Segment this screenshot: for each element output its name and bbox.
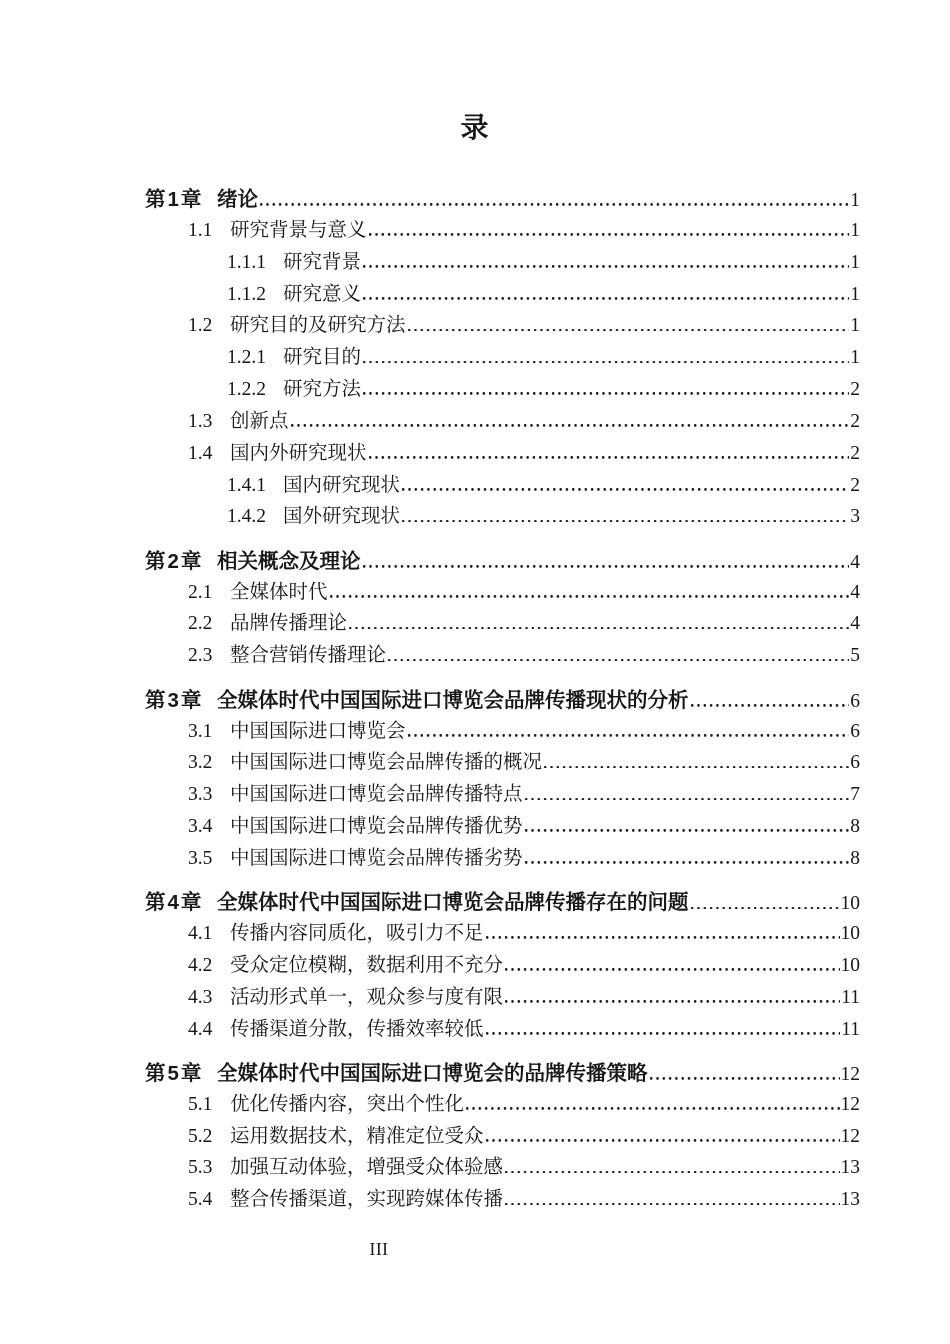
- toc-dot-leader: [349, 626, 849, 629]
- toc-entry: [145, 1056, 860, 1088]
- toc-entry-number: 第1章: [145, 188, 204, 211]
- toc-entry-page: 13: [840, 1189, 860, 1211]
- toc-entry-page: 1: [850, 315, 860, 337]
- toc-dot-leader: [525, 797, 850, 800]
- toc-entry: [145, 949, 860, 981]
- toc-entry-page: 2: [850, 474, 860, 496]
- toc-entry: [145, 214, 860, 246]
- toc-entry-label: 受众定位模糊，数据利用不充分: [230, 954, 504, 976]
- toc-dot-leader: [408, 734, 850, 737]
- toc-entry-page: 8: [850, 847, 860, 869]
- toc-entry-page: 1: [850, 283, 860, 305]
- toc-entry: [145, 437, 860, 469]
- toc-entry-number: 4.4: [188, 1018, 213, 1040]
- toc-entry: [145, 885, 860, 917]
- toc-entry-label: 研究方法: [283, 379, 362, 401]
- toc-entry-number: 5.4: [188, 1189, 213, 1211]
- toc-entry: [145, 182, 860, 214]
- toc-entry: [145, 842, 860, 874]
- toc-entry-label: 活动形式单一，观众参与度有限: [230, 986, 504, 1008]
- toc-entry: [145, 246, 860, 278]
- toc-entry-page: 12: [840, 1093, 860, 1115]
- toc-dot-leader: [525, 861, 850, 864]
- toc-entry-label: 研究目的: [283, 347, 362, 369]
- toc-entry-page: 4: [850, 613, 860, 635]
- toc-entry-number: 1.4.1: [227, 474, 266, 496]
- toc-entry-label: 中国国际进口博览会品牌传播优势: [230, 816, 523, 838]
- toc-entry-page: 10: [840, 954, 860, 976]
- toc-entry-page: 2: [850, 410, 860, 432]
- toc-dot-leader: [486, 1139, 840, 1142]
- toc-dot-leader: [363, 360, 849, 363]
- toc-entry-number: 5.2: [188, 1125, 213, 1147]
- toc-entry-number: 5.3: [188, 1157, 213, 1179]
- toc-entry-label: 国内研究现状: [283, 474, 401, 496]
- toc-dot-leader: [691, 906, 840, 909]
- toc-entry-page: 6: [850, 720, 860, 742]
- toc-entry-number: 1.4.2: [227, 506, 266, 528]
- toc-dot-leader: [544, 765, 849, 768]
- toc-entry-number: 1.2.1: [227, 347, 266, 369]
- toc-entry-label: 全媒体时代中国国际进口博览会的品牌传播策略: [217, 1061, 648, 1085]
- toc-entry: [145, 778, 860, 810]
- toc-entry-label: 国内外研究现状: [230, 442, 367, 464]
- toc-entry-page: 4: [850, 581, 860, 603]
- toc-dot-leader: [505, 1202, 839, 1205]
- toc-entry-number: 1.4: [188, 442, 213, 464]
- toc-entry-label: 全媒体时代中国国际进口博览会品牌传播现状的分析: [217, 688, 689, 712]
- toc-dot-leader: [525, 829, 850, 832]
- toc-dot-leader: [369, 233, 850, 236]
- toc-dot-leader: [505, 1170, 839, 1173]
- toc-dot-leader: [650, 1077, 840, 1080]
- toc-entry-label: 全媒体时代中国国际进口博览会品牌传播存在的问题: [217, 891, 689, 915]
- toc-dot-leader: [363, 392, 849, 395]
- toc-entry-label: 创新点: [230, 410, 289, 432]
- toc-entry-number: 1.2: [188, 315, 213, 337]
- toc-entry-label: 传播渠道分散，传播效率较低: [230, 1018, 484, 1040]
- toc-entry-number: 第2章: [145, 549, 204, 573]
- toc-entry-label: 全媒体时代: [230, 581, 328, 603]
- toc-entry: [145, 544, 860, 576]
- toc-entry-number: 2.1: [188, 581, 213, 603]
- toc-entry-label: 中国国际进口博览会: [230, 720, 406, 742]
- toc-entry-label: 研究背景与意义: [230, 219, 367, 241]
- toc-entry-page: 11: [841, 1018, 860, 1040]
- toc-entry-page: 12: [840, 1063, 860, 1085]
- toc-entry-page: 5: [850, 645, 860, 667]
- toc-entry-label: 整合传播渠道，实现跨媒体传播: [230, 1189, 504, 1211]
- toc-entry-label: 传播内容同质化，吸引力不足: [230, 923, 484, 945]
- toc-entry-number: 4.1: [188, 923, 213, 945]
- toc-entry-number: 3.1: [188, 720, 213, 742]
- toc-entry-page: 6: [850, 690, 860, 712]
- toc-entry-number: 1.1: [188, 219, 213, 241]
- toc-dot-leader: [363, 297, 849, 300]
- toc-entry-page: 1: [850, 190, 860, 211]
- toc-entry-page: 3: [850, 506, 860, 528]
- toc-entry-label: 相关概念及理论: [217, 549, 361, 573]
- toc-entry-label: 中国国际进口博览会品牌传播特点: [230, 784, 523, 806]
- toc-entry-page: 2: [850, 442, 860, 464]
- toc-entry-number: 4.2: [188, 954, 213, 976]
- toc-dot-leader: [505, 1000, 840, 1003]
- toc-dot-leader: [363, 565, 850, 568]
- toc-entry-number: 3.3: [188, 784, 213, 806]
- toc-entry-page: 7: [850, 784, 860, 806]
- toc-dot-leader: [291, 424, 850, 427]
- footer-page-number: III: [369, 1239, 389, 1259]
- toc-entry: [145, 576, 860, 608]
- toc-entry-page: 8: [850, 816, 860, 838]
- toc-entry-label: 中国国际进口博览会品牌传播的概况: [230, 752, 543, 774]
- toc-entry: [145, 607, 860, 639]
- toc-entry-number: 1.1.2: [227, 283, 266, 305]
- toc-entry-number: 4.3: [188, 986, 213, 1008]
- toc-entry: [145, 1120, 860, 1152]
- toc-list: [145, 182, 860, 1215]
- toc-entry: [145, 469, 860, 501]
- toc-entry-page: 4: [850, 551, 860, 573]
- toc-entry-page: 12: [840, 1125, 860, 1147]
- toc-dot-leader: [260, 203, 849, 206]
- toc-dot-leader: [388, 658, 849, 661]
- toc-entry-page: 6: [850, 752, 860, 774]
- toc-dot-leader: [402, 519, 849, 522]
- toc-entry-label: 研究目的及研究方法: [230, 315, 406, 337]
- toc-dot-leader: [466, 1107, 839, 1110]
- toc-entry: [145, 278, 860, 310]
- toc-entry-page: 10: [840, 893, 860, 915]
- toc-entry-label: 运用数据技术，精准定位受众: [230, 1125, 484, 1147]
- toc-entry: [145, 1088, 860, 1120]
- toc-entry: [145, 639, 860, 671]
- toc-entry: [145, 715, 860, 747]
- page-title: 录: [460, 113, 490, 144]
- toc-entry: [145, 341, 860, 373]
- toc-entry: [145, 309, 860, 341]
- toc-entry-page: 1: [850, 251, 860, 273]
- toc-dot-leader: [402, 488, 849, 491]
- toc-entry-number: 2.2: [188, 613, 213, 635]
- toc-entry-label: 优化传播内容，突出个性化: [230, 1093, 465, 1115]
- toc-entry-number: 2.3: [188, 645, 213, 667]
- toc-entry-label: 研究意义: [283, 283, 362, 305]
- toc-entry-page: 13: [840, 1157, 860, 1179]
- toc-dot-leader: [486, 936, 840, 939]
- toc-entry: [145, 810, 860, 842]
- toc-dot-leader: [369, 456, 850, 459]
- toc-entry: [145, 683, 860, 715]
- toc-entry-page: 10: [840, 923, 860, 945]
- toc-entry: [145, 1013, 860, 1045]
- toc-dot-leader: [691, 704, 850, 707]
- toc-entry: [145, 917, 860, 949]
- toc-entry-number: 1.1.1: [227, 251, 266, 273]
- toc-entry-number: 第3章: [145, 688, 204, 712]
- toc-entry-label: 加强互动体验，增强受众体验感: [230, 1157, 504, 1179]
- toc-entry-number: 第5章: [145, 1061, 204, 1085]
- toc-entry: [145, 500, 860, 532]
- toc-entry-label: 研究背景: [283, 251, 362, 273]
- toc-entry: [145, 405, 860, 437]
- toc-entry-page: 1: [850, 347, 860, 369]
- toc-entry-page: 11: [841, 986, 860, 1008]
- toc-entry-number: 第4章: [145, 891, 204, 915]
- toc-entry: [145, 373, 860, 405]
- toc-entry: [145, 1151, 860, 1183]
- toc-dot-leader: [330, 595, 850, 598]
- toc-entry-label: 国外研究现状: [283, 506, 401, 528]
- toc-entry: [145, 746, 860, 778]
- toc-entry-number: 3.2: [188, 752, 213, 774]
- toc-entry-page: 1: [850, 219, 860, 241]
- toc-dot-leader: [363, 265, 849, 268]
- toc-entry-number: 3.5: [188, 847, 213, 869]
- toc-entry-number: 1.3: [188, 410, 213, 432]
- toc-entry: [145, 1183, 860, 1215]
- toc-entry-number: 1.2.2: [227, 379, 266, 401]
- toc-entry-label: 中国国际进口博览会品牌传播劣势: [230, 847, 523, 869]
- toc-entry-label: 整合营销传播理论: [230, 645, 387, 667]
- toc-dot-leader: [486, 1032, 841, 1035]
- toc-entry-label: 品牌传播理论: [230, 613, 348, 635]
- toc-entry-label: 绪论: [217, 188, 258, 211]
- toc-entry-number: 5.1: [188, 1093, 213, 1115]
- toc-entry: [145, 981, 860, 1013]
- toc-dot-leader: [505, 968, 839, 971]
- toc-entry-page: 2: [850, 379, 860, 401]
- toc-dot-leader: [408, 328, 850, 331]
- toc-entry-number: 3.4: [188, 816, 213, 838]
